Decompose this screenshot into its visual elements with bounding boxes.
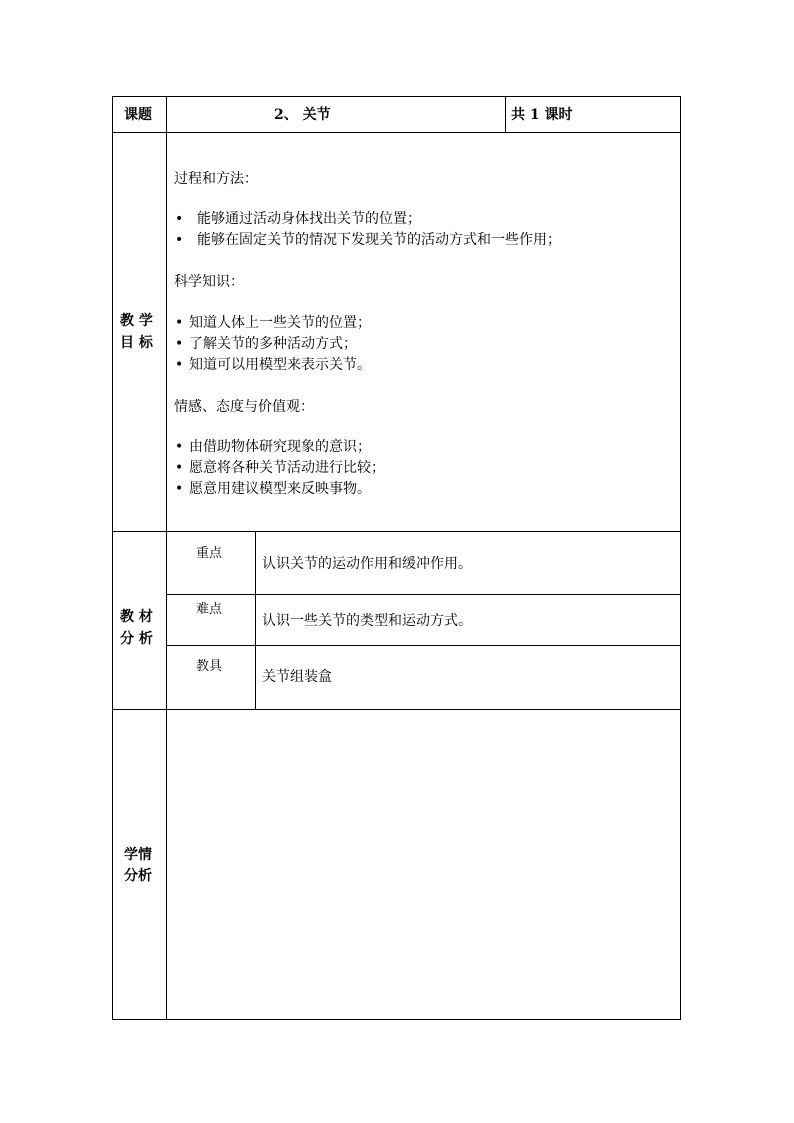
lesson-plan-table	[112, 96, 681, 1020]
bullet-icon: •	[175, 481, 184, 497]
rule-top	[112, 96, 681, 97]
analysis-value-difficulty: 认识一些关节的类型和运动方式。	[262, 613, 472, 629]
bullet-icon: •	[175, 211, 184, 227]
topic-label: 课题	[124, 107, 152, 123]
rule-analysis-row2	[166, 645, 681, 646]
learners-content	[167, 710, 680, 1019]
rule-header-bottom	[112, 132, 681, 133]
analysis-key-materials: 教具	[196, 659, 223, 674]
bullet-icon: •	[175, 357, 184, 373]
list-item: • 由借助物体研究现象的意识；	[175, 437, 385, 458]
objectives-label-line1: 教 学	[120, 313, 153, 329]
topic-value: 2、 关节	[274, 107, 331, 123]
lesson-hours: 共 1 课时	[511, 107, 573, 123]
list-item: • 愿意用建议模型来反映事物。	[175, 479, 385, 500]
rule-objectives-bottom	[112, 531, 681, 532]
analysis-label-line1: 教 材	[120, 609, 153, 625]
learners-label-line1: 学情	[124, 847, 152, 863]
attitude-list	[175, 437, 385, 500]
objectives-label-line2: 目 标	[120, 335, 153, 351]
rule-hours-column	[505, 96, 506, 132]
rule-left	[112, 96, 113, 1020]
rule-bottom	[112, 1019, 681, 1020]
list-item: • 知道可以用模型来表示关节。	[175, 355, 371, 376]
list-item: • 能够在固定关节的情况下发现关节的活动方式和一些作用；	[175, 230, 561, 251]
bullet-icon: •	[175, 232, 184, 248]
knowledge-heading: 科学知识：	[174, 274, 244, 290]
attitude-heading: 情感、态度与价值观：	[174, 399, 314, 415]
analysis-label-line2: 分 析	[120, 631, 153, 647]
bullet-icon: •	[175, 336, 184, 352]
rule-analysis-row1	[166, 594, 681, 595]
analysis-value-focus: 认识关节的运动作用和缓冲作用。	[262, 556, 472, 572]
learners-label-line2: 分析	[124, 868, 152, 884]
list-item: • 能够通过活动身体找出关节的位置；	[175, 209, 561, 230]
list-item: • 愿意将各种关节活动进行比较；	[175, 458, 385, 479]
rule-key-column	[255, 531, 256, 709]
analysis-value-materials: 关节组装盒	[262, 669, 332, 685]
list-item: • 知道人体上一些关节的位置；	[175, 313, 371, 334]
bullet-icon: •	[175, 439, 184, 455]
bullet-icon: •	[175, 460, 184, 476]
process-list	[175, 209, 561, 251]
bullet-icon: •	[175, 315, 184, 331]
analysis-key-difficulty: 难点	[196, 602, 223, 617]
analysis-key-focus: 重点	[196, 546, 223, 561]
knowledge-list	[175, 313, 371, 376]
process-heading: 过程和方法：	[174, 171, 258, 187]
list-item: • 了解关节的多种活动方式；	[175, 334, 371, 355]
rule-right	[680, 96, 681, 1020]
